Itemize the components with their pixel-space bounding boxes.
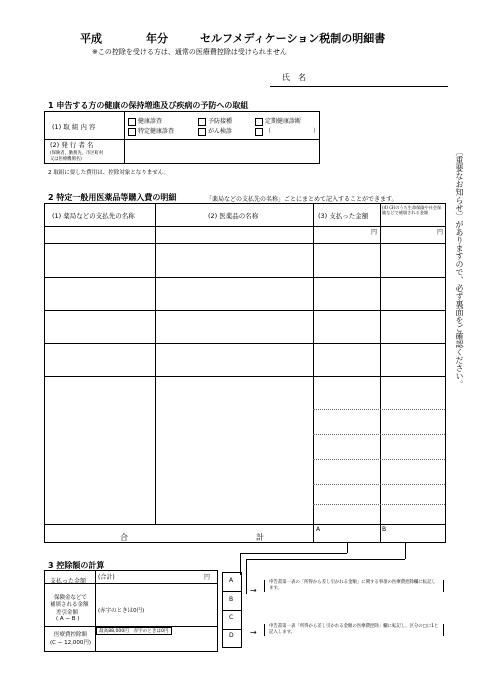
connector-b-down (246, 559, 247, 594)
checkbox-square[interactable] (128, 128, 136, 136)
section1-row2-sub1: (保険者、勤務先、市区町村 (50, 151, 104, 156)
checkbox-other[interactable] (255, 126, 319, 136)
section1-row1-label: (1) 取 組 内 容 (52, 123, 96, 131)
checkbox-label: 健康診査 (138, 118, 163, 125)
row-deduction-label: 医療費控除額 (54, 632, 88, 638)
checkbox-square[interactable] (198, 118, 206, 126)
row-diff-label: 差引金額 (56, 610, 79, 616)
checkbox-label: 予防接種 (208, 118, 233, 125)
col-medicine-header: (2) 医薬品の名称 (208, 212, 259, 220)
name-label: 氏 名 (282, 73, 306, 82)
section1-row2-sub2: 又は医療機関名) (50, 157, 82, 162)
row-paid-label: 支払った金額 (50, 578, 87, 585)
total-label-right: 計 (256, 533, 264, 542)
mark-c: C (229, 614, 234, 621)
checkbox-square[interactable] (198, 128, 206, 136)
row-paid-yen: 円 (204, 574, 211, 581)
total-label-left: 合 (120, 533, 128, 542)
total-mark-b: B (382, 526, 387, 533)
row-diff-mark: (赤字のときは0円) (98, 608, 145, 614)
arrow-to-note1-icon: → (250, 586, 257, 595)
row-insurance-label-b: 補填される金額 (50, 602, 89, 608)
name-underline (270, 86, 448, 87)
col-insurance-header: (4) (3)のうち生命保険や社会保険などで補填される金額 (382, 205, 442, 215)
header-note: ※この控除を受ける方は、通常の医療費控除は受けられません (92, 48, 287, 56)
mark-a: A (229, 577, 234, 584)
row-paid-mark: (合計) (98, 574, 115, 581)
side-important-notice: 〔重要なお知らせ〕がありますので、必ず裏面をご確認ください。 (455, 148, 464, 388)
checkbox-square[interactable] (128, 118, 136, 126)
mark-b: B (229, 596, 234, 603)
row-diff-formula: ( A − B ) (56, 616, 80, 622)
section2-heading-note: 「薬局などの支払先の名称」ごとにまとめて記入することができます。 (206, 196, 398, 203)
yen-unit-insurance: 円 (437, 229, 444, 236)
purchase-table (44, 203, 446, 543)
connector-b-horizontal (246, 559, 405, 560)
checkbox-cancer-screening[interactable] (198, 126, 232, 136)
name-field[interactable] (312, 68, 448, 85)
section2-heading: 2 特定一般用医薬品等購入費の明細 (48, 193, 177, 202)
issuer-name-field[interactable] (125, 139, 319, 163)
page-title: セルフメディケーション税制の明細書 (200, 32, 386, 45)
section3-heading: 3 控除額の計算 (48, 561, 105, 570)
era-label: 平成 (80, 32, 102, 45)
col-amount-header: (3) 支払った金額 (318, 212, 369, 220)
checkbox-health-checkup[interactable] (128, 116, 162, 126)
arrow-to-note2-icon: → (250, 628, 257, 637)
checkbox-label: 特定健康診査 (138, 128, 175, 135)
connector-a-vertical (347, 543, 348, 553)
mark-d: D (229, 632, 234, 639)
checkbox-label: 定期健康診断 (265, 118, 302, 125)
checkbox-square[interactable] (255, 118, 263, 126)
section1-footnote: 2 取組に要した費用は、控除対象となりません。 (48, 170, 170, 176)
year-suffix: 年分 (146, 32, 168, 45)
section1-row2-label: (2) 発 行 者 名 (50, 141, 94, 149)
section1-heading: 1 申告する方の健康の保持増進及び疾病の予防への取組 (48, 101, 249, 110)
checkbox-square[interactable] (255, 128, 263, 136)
connector-b-vertical (405, 543, 406, 559)
checkbox-label: がん検診 (208, 128, 233, 135)
checkbox-regular-checkup[interactable] (255, 116, 301, 126)
connector-a-horizontal (240, 553, 347, 554)
row-deduction-mark: 最高88,000円 赤字のときは0円 (96, 627, 172, 635)
yen-unit-amount: 円 (371, 229, 378, 236)
row-insurance-label-a: 保険金などで (54, 595, 88, 601)
note1: 申告書第一表の「所得から差し引かれる金額」に関する事項の医療費控除欄に転記します。 (264, 580, 444, 592)
checkbox-label: （ ） (265, 128, 320, 135)
row-deduction-formula: (C − 12,000円) (50, 640, 91, 646)
checkbox-vaccination[interactable] (198, 116, 232, 126)
checkbox-specific-checkup[interactable] (128, 126, 174, 136)
col-payee-header: (1) 薬局などの支払先の名称 (52, 212, 135, 220)
note2: 申告書第一表「所得から差し引かれる金額の医療費控除」欄に転記し、区分の□に1と記入します。 (264, 624, 444, 636)
total-mark-a: A (316, 526, 321, 533)
